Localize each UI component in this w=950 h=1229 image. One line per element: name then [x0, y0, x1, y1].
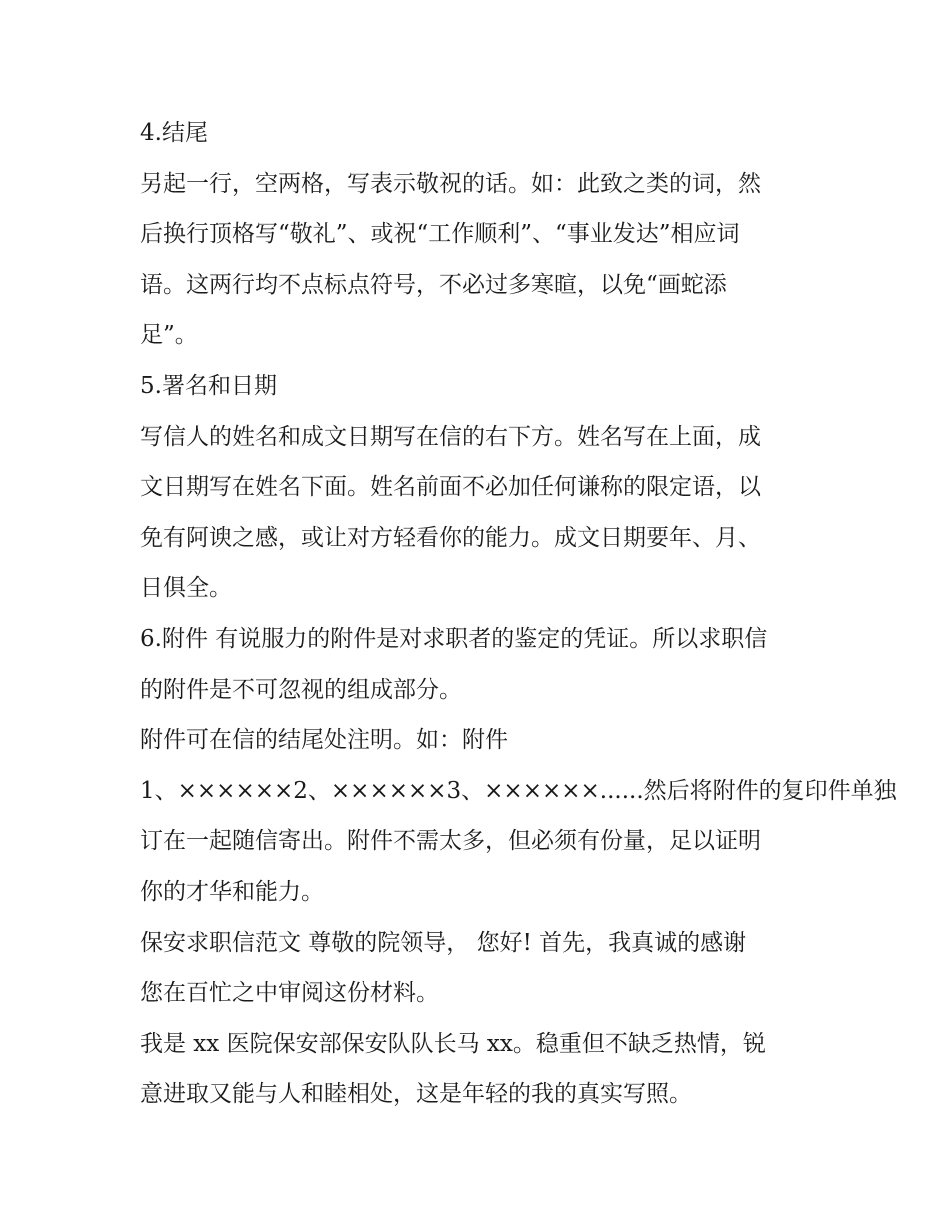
paragraph-line: 免有阿谀之感，或让对方轻看你的能力。成文日期要年、月、	[140, 524, 761, 551]
document-body	[140, 108, 897, 1120]
paragraph-line: 语。这两行均不点标点符号，不必过多寒暄，以免“画蛇添	[140, 271, 727, 298]
paragraph-line: 足”。	[140, 322, 198, 349]
paragraph-line: 日俱全。	[140, 575, 232, 602]
paragraph-line: 另起一行，空两格，写表示敬祝的话。如：此致之类的词，然	[140, 170, 761, 197]
paragraph-line: 意进取又能与人和睦相处，这是年轻的我的真实写照。	[140, 1081, 692, 1108]
paragraph-line: 订在一起随信寄出。附件不需太多，但必须有份量，足以证明	[140, 828, 761, 855]
paragraph-line: 1、××××××2、××××××3、××××××......然后将附件的复印件单独	[140, 777, 897, 804]
paragraph-line: 我是 xx 医院保安部保安队队长马 xx。稳重但不缺乏热情，锐	[140, 1030, 766, 1057]
paragraph-line: 你的才华和能力。	[140, 878, 324, 905]
paragraph-line: 附件可在信的结尾处注明。如：附件	[140, 727, 508, 754]
paragraph-line: 您在百忙之中审阅这份材料。	[140, 980, 439, 1007]
section-heading-signature-date: 5.署名和日期	[140, 372, 277, 399]
section-heading-attachments: 6.附件 有说服力的附件是对求职者的鉴定的凭证。所以求职信	[140, 625, 768, 652]
paragraph-line: 后换行顶格写“敬礼”、或祝“工作顺利”、“事业发达”相应词	[140, 221, 740, 248]
sample-letter-opening: 保安求职信范文 尊敬的院领导， 您好! 首先，我真诚的感谢	[140, 929, 747, 956]
paragraph-line: 的附件是不可忽视的组成部分。	[140, 676, 462, 703]
paragraph-line: 文日期写在姓名下面。姓名前面不必加任何谦称的限定语，以	[140, 474, 761, 501]
paragraph-line: 写信人的姓名和成文日期写在信的右下方。姓名写在上面，成	[140, 423, 761, 450]
section-heading-ending: 4.结尾	[140, 120, 208, 146]
